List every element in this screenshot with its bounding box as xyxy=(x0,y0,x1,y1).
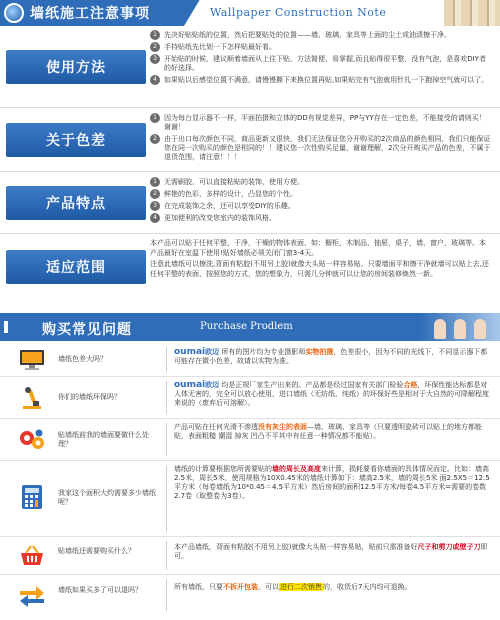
section-label-box xyxy=(6,123,146,157)
faq-divider xyxy=(166,541,167,570)
list-item xyxy=(150,214,492,223)
item-text: 如果贴以后感觉位置不满意，请慢慢撕下来换位置再贴,如果贴完有气泡就用针扎一下跑掉空气就可以了。 xyxy=(164,76,489,84)
banner-logo-icon xyxy=(4,3,24,23)
section-items xyxy=(150,239,492,279)
purchase-faq-header xyxy=(0,313,500,341)
faq-answer xyxy=(174,465,494,501)
item-number-badge: 1 xyxy=(150,30,160,40)
list-item xyxy=(150,114,492,132)
item-number-badge: 4 xyxy=(150,213,160,223)
section-label: 使用方法 xyxy=(46,60,106,76)
faq-divider xyxy=(166,423,167,456)
faq-row-wall-preparation xyxy=(0,419,500,461)
section-usage xyxy=(0,26,500,108)
wallpaper-rolls-image xyxy=(444,0,500,26)
faq-divider xyxy=(166,381,167,414)
brand-logo: oumai xyxy=(174,347,206,357)
answer-highlight: 没有灰尘的表面 xyxy=(258,423,307,431)
list-item xyxy=(150,76,492,85)
faq-answer xyxy=(174,348,494,366)
customer-service-image xyxy=(420,313,500,341)
calculator-icon xyxy=(18,485,46,509)
list-item xyxy=(150,135,492,162)
scope-paragraph: 注意此墙纸可以擦洗,背面有粘胶(不用另上胶)就像大头贴一样容易贴。只要墙面平和擦干净就墙可以贴上去,还任何平整的表面，按照您的方式，您的想象力，只需几分钟就可以让您的房间装修焕然一新。 xyxy=(150,260,489,278)
section-product-features xyxy=(0,172,500,234)
brand-logo: oumai xyxy=(174,380,206,390)
list-item xyxy=(150,178,492,187)
service-person-icon xyxy=(434,319,446,339)
answer-text: 即可。 xyxy=(174,543,488,560)
answer-text: 所有墙纸，只要 xyxy=(174,583,223,591)
list-item xyxy=(150,55,492,73)
item-number-badge: 1 xyxy=(150,113,160,123)
banner-title-en: Wallpaper Construction Note xyxy=(210,6,387,19)
item-text: 开始贴的时候，建议顺着墙面从上往下贴，方法简便、易掌握,而且贴得很平整，没有气泡，是喜欢DIY者的好选择。 xyxy=(164,55,486,72)
section-items xyxy=(150,178,492,226)
section-label: 适应范围 xyxy=(46,260,106,276)
item-text: 无需刷胶，可以直接粘贴的装饰，使用方便。 xyxy=(164,178,304,186)
scope-paragraph: 本产品可以贴于任何平整，干净，干燥的物体表面，如：橱柜，木制品，抽屉，桌子，墙，窗户，玻璃等。本产品最好在室温下使用!贴好墙纸必须关闭门窗3-4天。 xyxy=(150,239,486,257)
banner-title-cn: 墙纸施工注意事项 xyxy=(30,6,150,22)
list-item xyxy=(150,31,492,40)
answer-text: 均是正规厂家生产出来的。产品都是经过国家有关部门检验 xyxy=(219,381,404,389)
answer-highlight: 实物拍摄 xyxy=(305,348,334,356)
monitor-icon xyxy=(18,348,46,372)
item-text: 因为每台显示器不一样，平面拍摄和立体的DD有视觉差异，PP与YY存在一定色差，不能接受的请则买！谢谢！ xyxy=(164,114,486,131)
header-accent-bar xyxy=(4,321,8,333)
item-number-badge: 4 xyxy=(150,75,160,85)
list-item xyxy=(150,190,492,199)
section-color-difference xyxy=(0,108,500,172)
answer-highlight: 尺子和剪刀或壁子刀 xyxy=(417,543,481,551)
item-number-badge: 1 xyxy=(150,177,160,187)
faq-question: 贴墙纸还需要购买什么？ xyxy=(58,547,135,555)
brand-name-cn: 欧迈 xyxy=(205,348,220,356)
answer-text: ，环保性能达标都是对人体无害的，完全可以放心使用，进口墙纸（无纺纸、纯纸）的环保好些是相对于大自然的可降解程度来说的（废弃后可溶解）。 xyxy=(174,381,489,407)
faq-title-cn: 购买常见问题 xyxy=(42,322,132,338)
service-person-icon xyxy=(454,319,466,339)
item-number-badge: 3 xyxy=(150,201,160,211)
item-number-badge: 2 xyxy=(150,134,160,144)
section-items xyxy=(150,114,492,165)
faq-row-extra-purchase xyxy=(0,537,500,575)
faq-divider xyxy=(166,347,167,372)
item-number-badge: 2 xyxy=(150,42,160,52)
faq-row-color-difference xyxy=(0,343,500,377)
section-label: 关于色差 xyxy=(46,133,106,149)
faq-row-returns xyxy=(0,575,500,615)
item-text: 在完成装饰之余，还可以享受DIY的乐趣。 xyxy=(164,202,295,210)
faq-title-en: Purchase Prodlem xyxy=(200,321,293,332)
item-text: 更加便利的改变您室内的装饰风格。 xyxy=(164,214,276,222)
faq-question: 墙纸色差大吗？ xyxy=(58,355,107,363)
answer-text: ，色差很小，因为不同的光线下，不同显示器下都可能存在微小色差，故请以实物为准。 xyxy=(174,348,488,365)
list-item xyxy=(150,43,492,52)
answer-text: 墙纸的计算要根据您所需要贴的 xyxy=(174,465,272,473)
item-number-badge: 2 xyxy=(150,189,160,199)
faq-answer xyxy=(174,543,494,561)
answer-text: ，可以 xyxy=(258,583,279,591)
list-item xyxy=(150,202,492,211)
faq-question: 你们的墙纸环保吗？ xyxy=(58,393,121,401)
answer-highlight: 不拆开包装 xyxy=(223,583,258,591)
faq-answer xyxy=(174,583,494,592)
faq-row-eco-friendly xyxy=(0,377,500,419)
answer-highlight: 墙的周长及高度 xyxy=(272,465,321,473)
section-items xyxy=(150,31,492,88)
item-text: 鲜艳的色彩，多样的设计，凸显您的个性。 xyxy=(164,190,297,198)
faq-row-quantity-calculation xyxy=(0,461,500,537)
microscope-icon xyxy=(18,386,46,410)
answer-highlight: 合格 xyxy=(403,381,418,389)
service-person-icon xyxy=(474,319,486,339)
basket-icon xyxy=(18,544,46,568)
item-number-badge: 3 xyxy=(150,54,160,64)
answer-highlight: 进行二次销售 xyxy=(280,583,322,591)
section-label: 产品特点 xyxy=(46,196,106,212)
section-label-box xyxy=(6,186,146,220)
faq-answer xyxy=(174,381,494,408)
construction-note-banner xyxy=(0,0,500,26)
brand-name-cn: 欧迈 xyxy=(205,381,220,389)
faq-question: 墙纸如果买多了可以退吗？ xyxy=(58,586,142,594)
gears-icon xyxy=(18,428,46,452)
faq-divider xyxy=(166,465,167,532)
exchange-arrows-icon xyxy=(18,583,46,607)
item-text: 由于出口每次颜色不同，商品更新又很快，我们无法保证您分开购买的2次商品的颜色相同，我们只能保证您在同一次购买的颜色是相同的！！建议您一次性购买足量，谢谢理解，2次分开购买产品的色差，不属于退货范围，请注意！！！ xyxy=(164,135,491,161)
section-application-scope xyxy=(0,234,500,300)
answer-text: 本产品墙纸，背面有粘胶(不用另上胶)就像大头贴一样容易贴，贴前只需准备好 xyxy=(174,543,418,551)
answer-text: 来计算，损耗要看你墙面的具体情况而定。比如：墙高2.5米，周长5米，使用规格为10X0.45米的墙纸计算如下：墙高2.5米，墙的周长5米 面2.5X5＝12.5平方米（每卷墙纸为10*0.45＝4.5平方米）然后房间的面积12.5平方米/每卷4.5平方米=需要的卷数2.7卷（取整卷为3卷）。 xyxy=(174,465,490,500)
faq-question: 我家这个面积大约需要多少墙纸呢？ xyxy=(58,489,156,506)
item-text: 手持贴纸先比划一下怎样贴最好看。 xyxy=(164,43,276,51)
faq-question: 贴墙纸前我的墙面要做什么处理？ xyxy=(58,431,149,448)
answer-text: 所有的图片均为专业摄影师 xyxy=(219,348,306,356)
answer-text: 的，收货后7天内均可退换。 xyxy=(323,583,412,591)
item-text: 先决好贴贴纸的位置，然后把要贴处的位置——墙、玻璃，家具等上面的尘土或油渍擦干净。 xyxy=(164,31,451,39)
faq-answer xyxy=(174,423,494,441)
answer-text: —墙、玻璃、家具等（只要透明瓷砖可以贴上的地方都能贴，表面粗糙 潮湿 掉灰 凹凸不平其中有任意一种情况都不能贴）。 xyxy=(174,423,482,440)
faq-divider xyxy=(166,579,167,611)
section-label-box xyxy=(6,50,146,84)
answer-text: 产品可贴在任何光滑不渗透 xyxy=(174,423,258,431)
section-label-box xyxy=(6,250,146,284)
